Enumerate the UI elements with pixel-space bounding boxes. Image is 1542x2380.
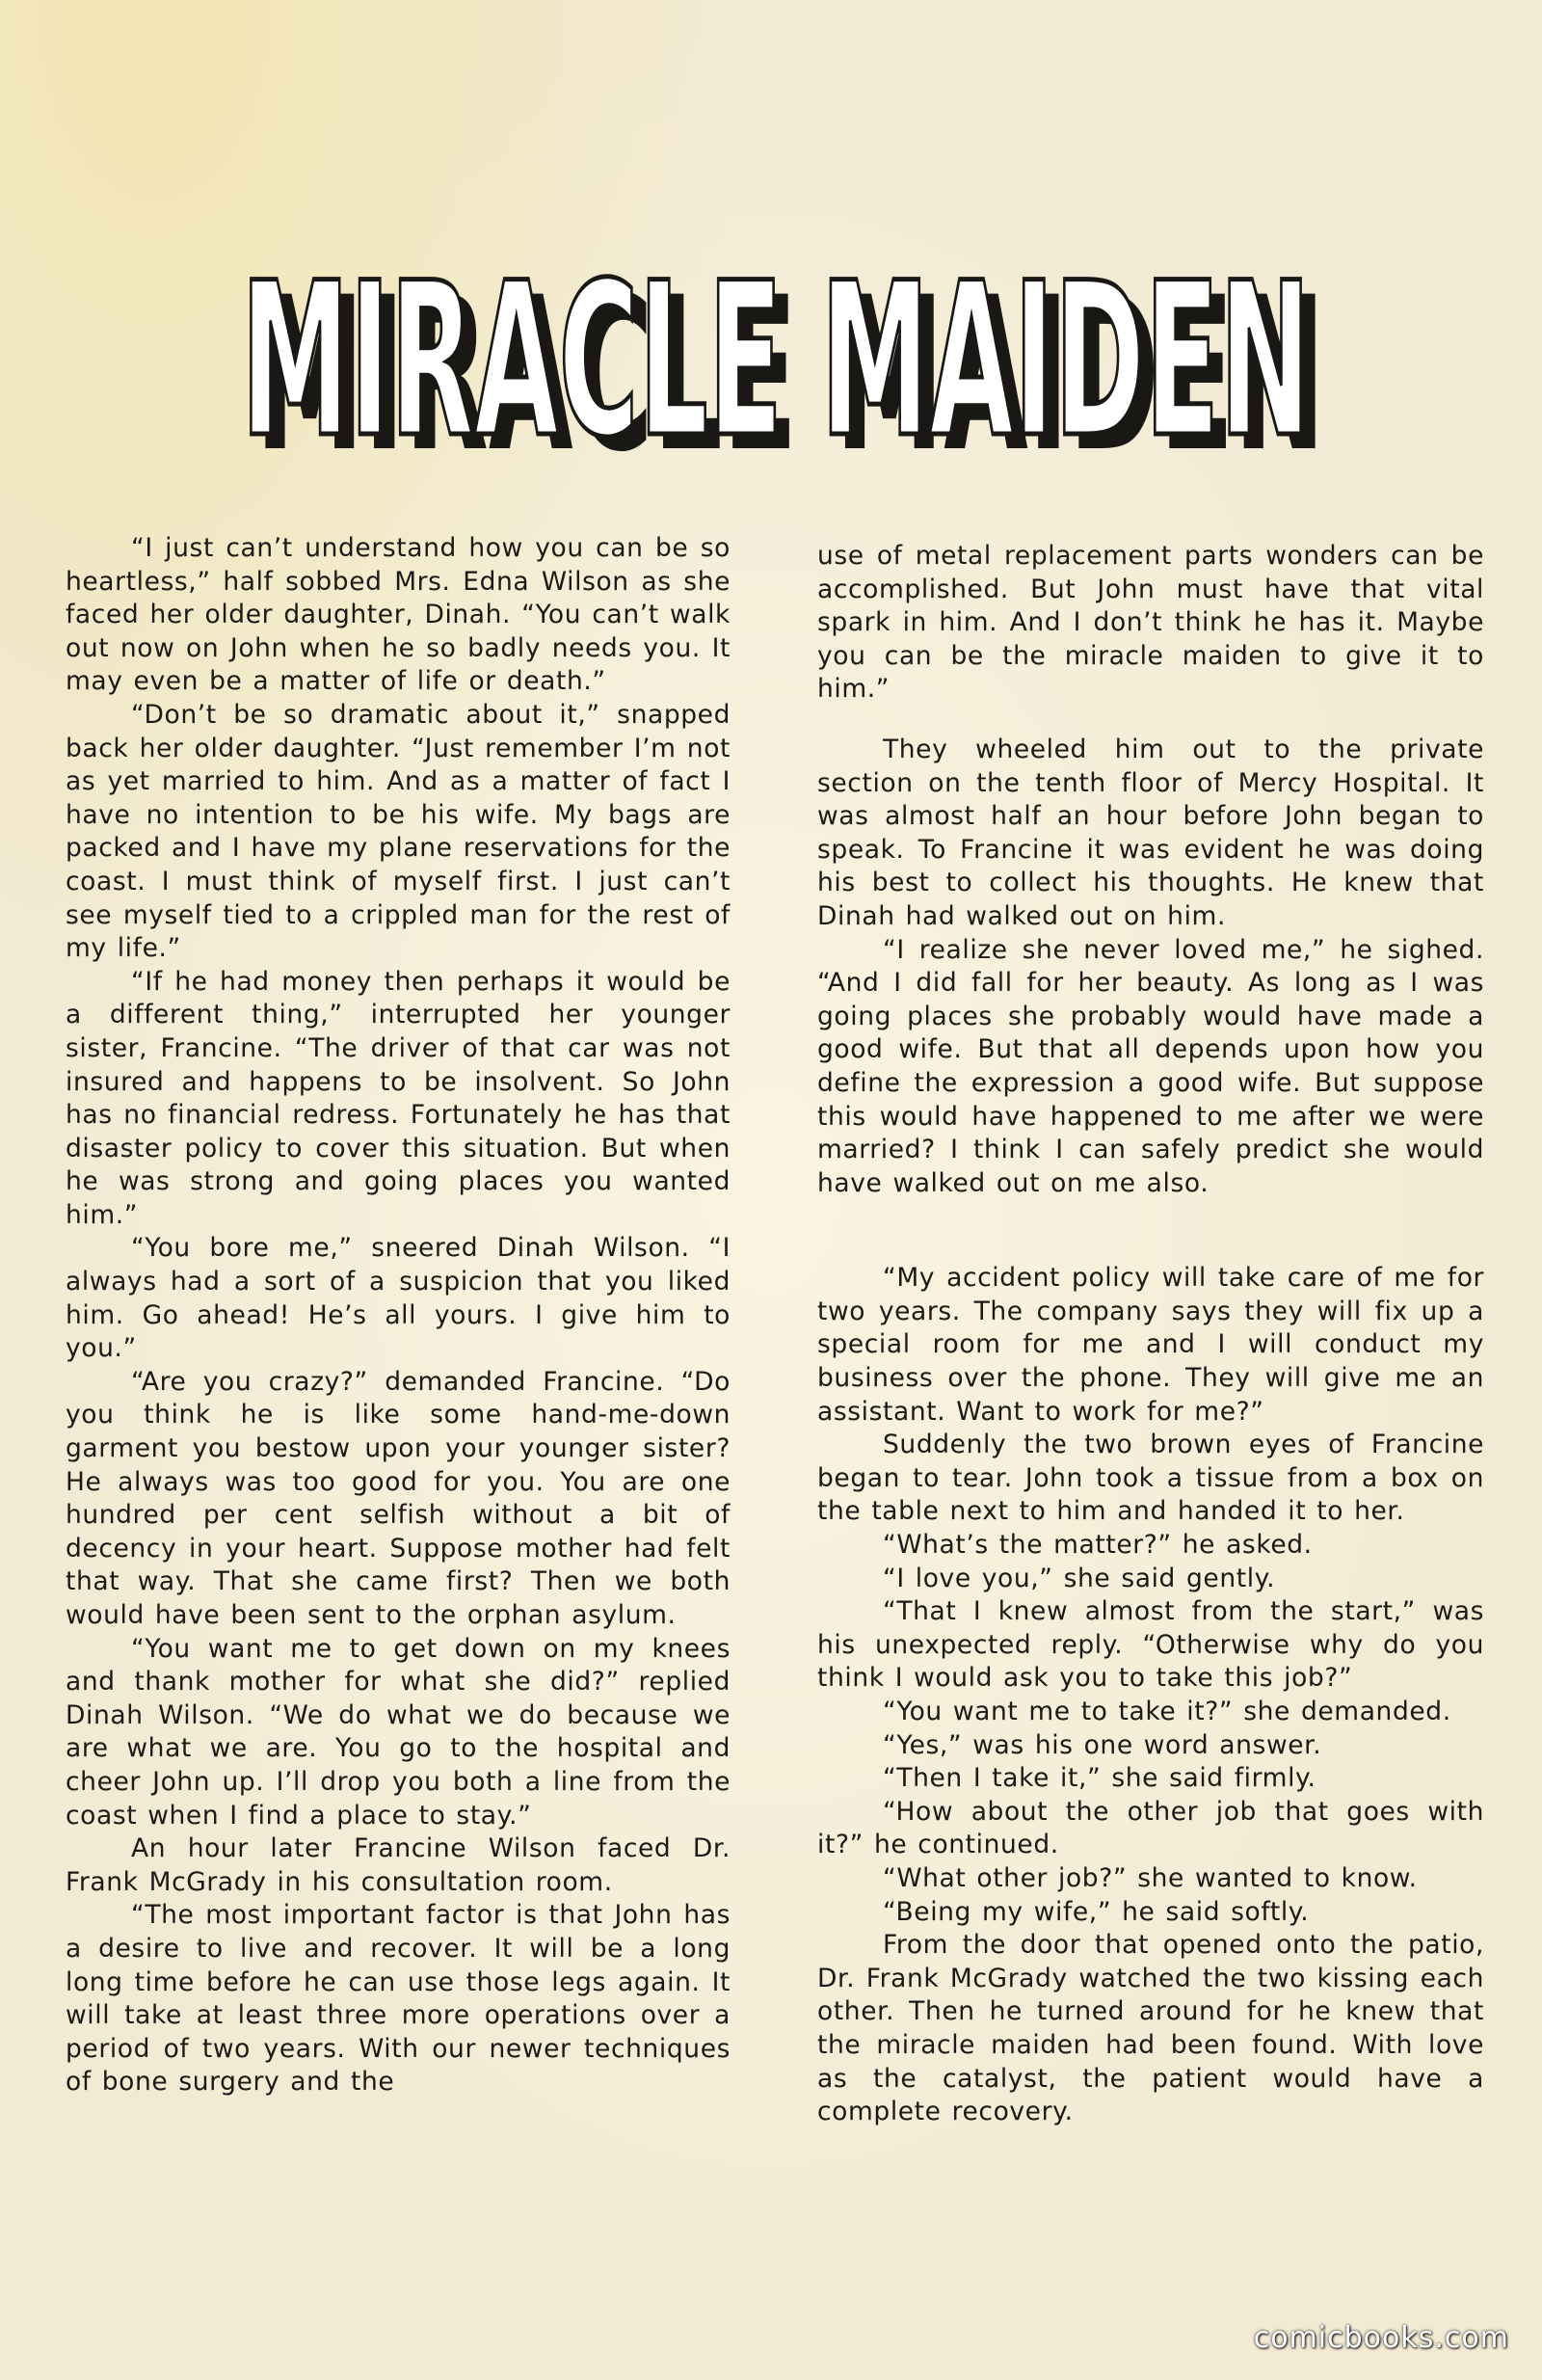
story-paragraph: “I realize she never loved me,” he sighed. “And I did fall for her beauty. As long as I was going places she probably would have made a good wife. But that all depends upon how you define the expression a good wife. But suppose this would have happened to me after we were married? I think I can safely predict she would have walked out on me also.: [817, 934, 1484, 1198]
story-paragraph: “I love you,” she said gently.: [883, 1563, 1276, 1593]
story-paragraph: “I just can’t understand how you can be so heartless,” half sobbed Mrs. Edna Wilson as she faced her older daughter, Dinah. “You can’t walk out now on John when he so badly needs you. It may even be a matter of life or death.”: [66, 533, 731, 697]
story-paragraph: “The most important factor is that John has a desire to live and recover. It will be a long long time before he can use those legs again. It will take at least three more operations over a period of two years. With our newer techniques of bone surgery and the: [66, 1900, 731, 2098]
story-paragraph: They wheeled him out to the private section on the tenth floor of Mercy Hospital. It was almost half an hour before John began to speak. To Francine it was evident he was doing his best to collect his thoughts. He knew that Dinah had walked out on him.: [817, 734, 1484, 931]
story-paragraph: An hour later Francine Wilson faced Dr. Frank McGrady in his consultation room.: [66, 1833, 731, 1897]
paragraph-gap: [817, 707, 1484, 734]
story-paragraph: From the door that opened onto the patio, Dr. Frank McGrady watched the two kissing each other. Then he turned around for he knew that the miracle maiden had been found. With love as the catalyst, the patient would have a complete recovery.: [817, 1930, 1484, 2127]
story-paragraph: Suddenly the two brown eyes of Francine began to tear. John took a tissue from a box on the table next to him and handed it to her.: [817, 1430, 1484, 1527]
story-column-right: [817, 540, 1484, 2129]
story-column-left: [66, 532, 731, 2099]
story-paragraph: “That I knew almost from the start,” was his unexpected reply. “Otherwise why do you think I would ask you to take this job?”: [817, 1596, 1484, 1694]
title-graphic: [222, 159, 1340, 468]
title-shadow: MIRACLE MAIDEN: [255, 252, 1325, 468]
story-paragraph: “If he had money then perhaps it would be a different thing,” interrupted her younger sister, Francine. “The driver of that car was not insured and happens to be insolvent. So John has no financial redress. Fortunately he has that disaster policy to cover this situation. But when he was strong and going places you wanted him.”: [66, 966, 731, 1230]
story-paragraph: “Being my wife,” he said softly.: [883, 1896, 1310, 1927]
site-watermark: comicbooks.com: [1253, 2321, 1509, 2355]
story-paragraph: “You want me to get down on my knees and thank mother for what she did?” replied Dinah Wilson. “We do what we do because we are what we are. You go to the hospital and cheer John up. I’ll drop you both a line from the coast when I find a place to stay.”: [66, 1633, 731, 1831]
story-paragraph: “You want me to take it?” she demanded.: [883, 1697, 1451, 1726]
story-paragraph: use of metal replacement parts wonders can be accomplished. But John must have that vital spark in him. And I don’t think he has it. Maybe you can be the miracle maiden to give it to him.”: [817, 541, 1484, 705]
story-paragraph: “How about the other job that goes with it?” he continued.: [817, 1796, 1484, 1860]
story-paragraph: “Yes,” was his one word answer.: [883, 1729, 1322, 1760]
title-text: MIRACLE MAIDEN: [241, 237, 1311, 468]
story-paragraph: “What other job?” she wanted to know.: [883, 1862, 1418, 1893]
story-paragraph: “Don’t be so dramatic about it,” snapped back her older daughter. “Just remember I’m not as yet married to him. And as a matter of fact I have no intention to be his wife. My bags are packed and I have my plane reservations for the coast. I must think of myself first. I just can’t see myself tied to a crippled man for the rest of my life.”: [66, 699, 731, 964]
story-paragraph: “Then I take it,” she said firmly.: [883, 1763, 1316, 1794]
story-paragraph: “My accident policy will take care of me for two years. The company says they will fix up a special room for me and I will conduct my business over the phone. They will give me an assistant. Want to work for me?”: [817, 1263, 1484, 1427]
story-title: [222, 159, 1340, 468]
story-paragraph: “What’s the matter?” he asked.: [883, 1530, 1313, 1561]
section-gap: [817, 1200, 1484, 1262]
story-paragraph: “Are you crazy?” demanded Francine. “Do you think he is like some hand-me-down garment you bestow upon your younger sister? He always was too good for you. You are one hundred per cent selfish without a bit of decency in your heart. Suppose mother had felt that way. That she came first? Then we both would have been sent to the orphan asylum.: [66, 1366, 731, 1630]
story-paragraph: “You bore me,” sneered Dinah Wilson. “I always had a sort of a suspicion that you liked him. Go ahead! He’s all yours. I give him to you.”: [66, 1233, 731, 1364]
